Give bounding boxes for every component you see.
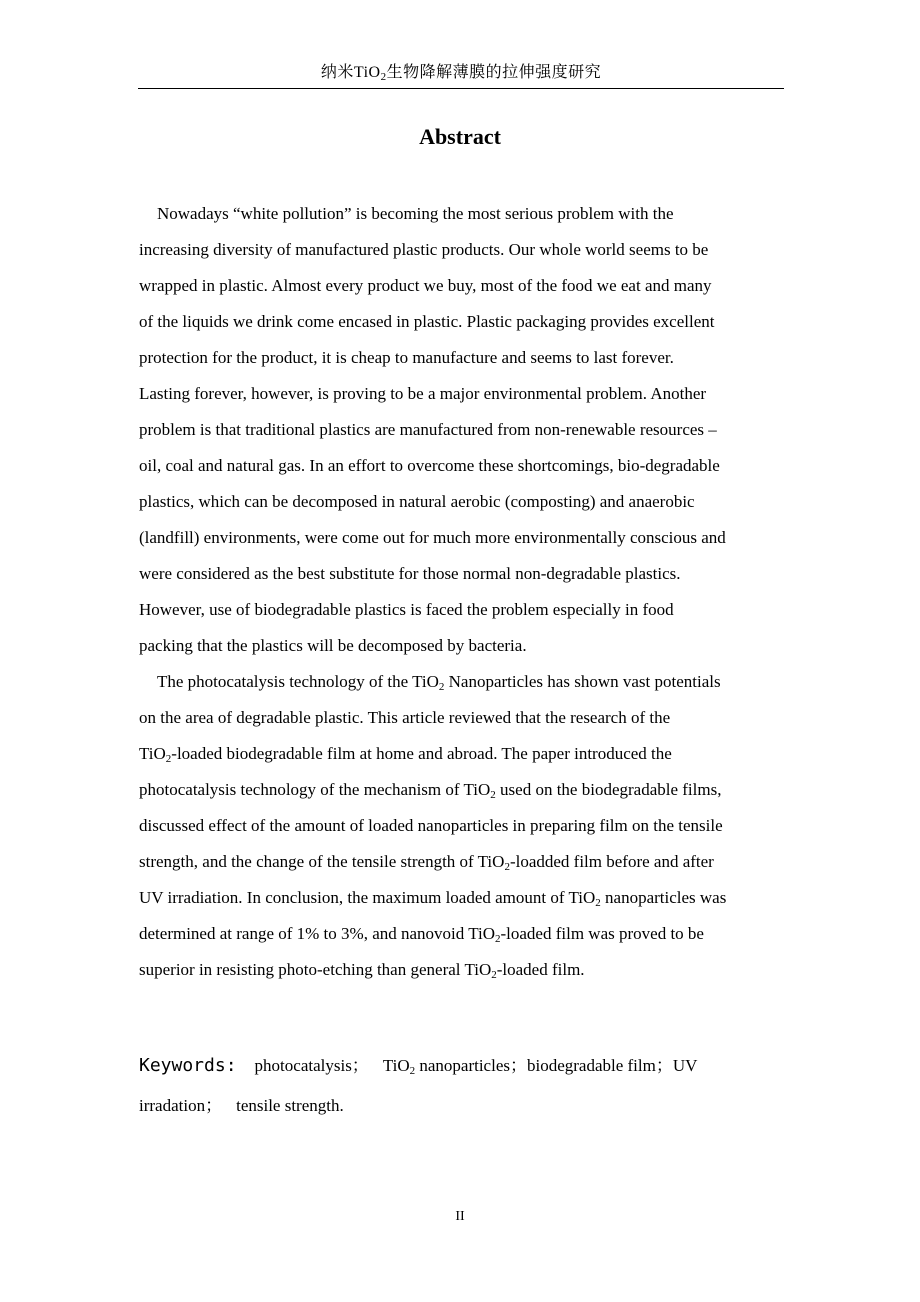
abstract-body [139, 196, 785, 988]
text-run: nanoparticles was [600, 888, 727, 907]
keywords-block [139, 1046, 785, 1126]
p1-line: problem is that traditional plastics are manufactured from non-renewable resources – [139, 420, 717, 439]
p2-line [121, 700, 785, 736]
keyword-rest: nanoparticles；biodegradable film；UV [415, 1056, 698, 1075]
abstract-title: Abstract [419, 124, 501, 149]
p2-line [121, 952, 785, 988]
text-run: used on the biodegradable films, [495, 780, 722, 799]
p2-line [121, 736, 785, 772]
keywords-label: Keywords: [139, 1055, 237, 1076]
p1-line: Lasting forever, however, is proving to be a major environmental problem. Another [139, 384, 707, 403]
header-suffix: 生物降解薄膜的拉伸强度研究 [386, 64, 602, 81]
subscript: 2 [504, 861, 510, 873]
subscript: 2 [495, 933, 501, 945]
text-run: -loaded film. [496, 960, 585, 979]
subscript: 2 [409, 1065, 416, 1077]
header-prefix: 纳米 [320, 64, 354, 81]
text-run: -loaded biodegradable film at home and abroad. The paper introduced the [171, 744, 672, 763]
paragraph-1 [139, 196, 785, 664]
header-tio: TiO [353, 64, 381, 81]
p2-line [139, 664, 785, 700]
keyword-tio2: TiO [382, 1056, 410, 1075]
p1-line: of the liquids we drink come encased in plastic. Plastic packaging provides excellent [139, 312, 715, 331]
p1-line: were considered as the best substitute for those normal non-degradable plastics. [139, 564, 681, 583]
text-run: TiO [139, 744, 166, 763]
keywords-line-2 [139, 1086, 785, 1126]
keyword-irradation: irradation； [139, 1096, 223, 1115]
p1-line: However, use of biodegradable plastics is faced the problem especially in food [139, 600, 674, 619]
subscript: 2 [490, 789, 496, 801]
text-run: The photocatalysis technology of the TiO [157, 672, 439, 691]
p2-line [121, 808, 785, 844]
p1-line: packing that the plastics will be decomposed by bacteria. [139, 636, 527, 655]
text-run: superior in resisting photo-etching than general TiO [139, 960, 492, 979]
page-number: II [455, 1209, 465, 1224]
p2-line [121, 880, 785, 916]
p2-line [121, 916, 785, 952]
subscript: 2 [165, 753, 172, 765]
text-run: Nanoparticles has shown vast potentials [444, 672, 721, 691]
p1-line: oil, coal and natural gas. In an effort to overcome these shortcomings, bio-degradable [139, 456, 720, 475]
header-subscript: 2 [380, 71, 387, 83]
text-run: determined at range of 1% to 3%, and nanovoid TiO [139, 924, 495, 943]
p1-line: Nowadays “white pollution” is becoming the most serious problem with the [157, 204, 674, 223]
text-run: -loadded film before and after [509, 852, 714, 871]
subscript: 2 [491, 969, 497, 981]
p1-line: (landfill) environments, were come out for much more environmentally conscious and [139, 528, 726, 547]
p2-line [121, 844, 785, 880]
keyword-photocatalysis: photocatalysis； [254, 1056, 369, 1075]
p1-line: wrapped in plastic. Almost every product we buy, most of the food we eat and many [139, 276, 712, 295]
running-header [138, 62, 784, 89]
text-run: UV irradiation. In conclusion, the maximum loaded amount of TiO [139, 888, 596, 907]
subscript: 2 [438, 681, 445, 693]
p1-line: increasing diversity of manufactured plastic products. Our whole world seems to be [139, 240, 709, 259]
keyword-tensile-strength: tensile strength. [236, 1096, 344, 1115]
text-run: photocatalysis technology of the mechanism of TiO [139, 780, 491, 799]
keywords-line-1 [139, 1046, 785, 1086]
p2-line [121, 772, 785, 808]
p1-line: protection for the product, it is cheap to manufacture and seems to last forever. [139, 348, 674, 367]
subscript: 2 [595, 897, 601, 909]
text-run: strength, and the change of the tensile strength of TiO [139, 852, 505, 871]
text-run: -loaded film was proved to be [500, 924, 704, 943]
paragraph-2 [139, 664, 785, 988]
text-run: on the area of degradable plastic. This article reviewed that the research of the [139, 708, 671, 727]
p1-line: plastics, which can be decomposed in natural aerobic (composting) and anaerobic [139, 492, 695, 511]
text-run: discussed effect of the amount of loaded nanoparticles in preparing film on the tensile [139, 816, 723, 835]
